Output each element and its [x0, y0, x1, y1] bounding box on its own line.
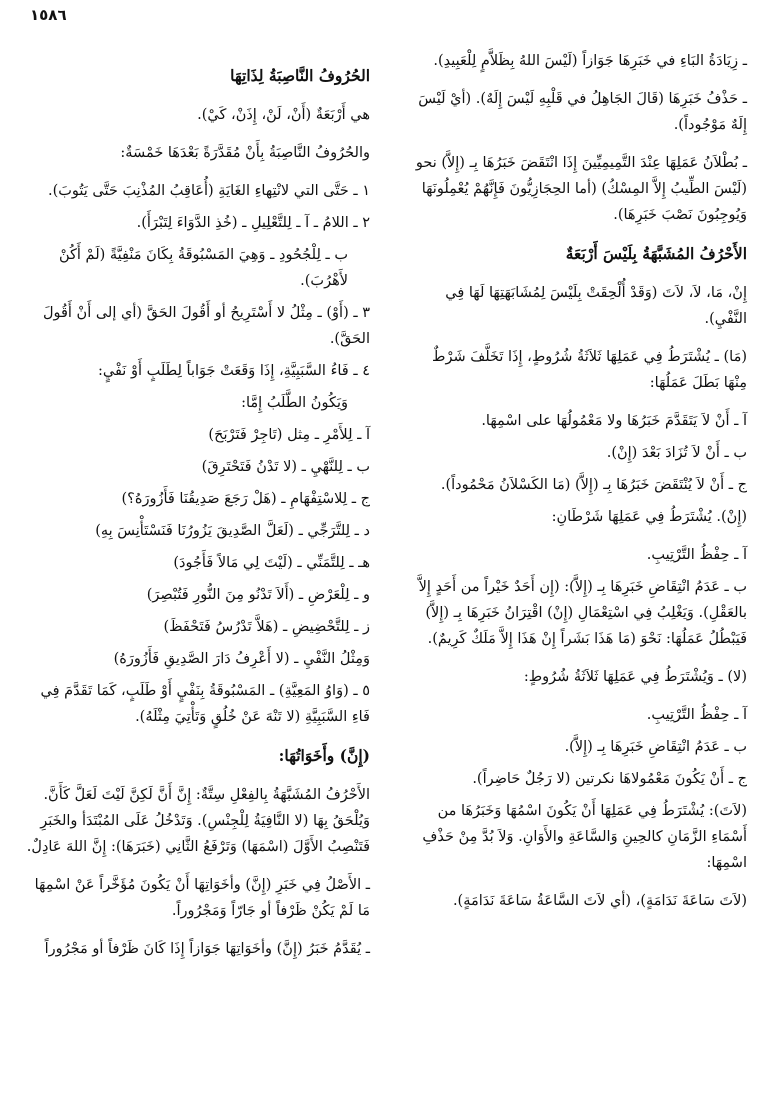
section-heading-inna: (إِنَّ) وأَخَوَاتُهَا:	[278, 746, 370, 765]
paragraph-laysa-butlan: ـ بُطْلاَنُ عَمَلِهَا عِنْدَ التَّمِيمِيِّينَ إِذَا انْتَقَضَ خَبَرُهَا بِـ (إِلاَّ) نحو (لَيْسَ الطِّيبُ إِلاَّ المِسْكُ) (أما الحِجَازِيُّونَ فَإِنَّهُمْ يُعْمِلُونَهَا وَيُوجِبُونَ نَصْبَ خَبَرِهَا).	[415, 155, 747, 223]
left-column	[18, 48, 370, 974]
list-item-waw-maiyya: ٥ ـ (وَاوُ المَعِيَّةِ) ـ المَسْبُوقَةُ بِنَفْيٍ أَوْ طَلَبٍ، كَمَا تَقَدَّمَ فِي فَاءِ السَّبَبِيَّةِ (لا تَنْهَ عَنْ خُلُقٍ وَتَأْتِيَ مِثْلَهُ).	[40, 683, 370, 725]
paragraph-inna-sisters: الأَحْرُفُ المُشَبَّهَةُ بِالفِعْلِ سِتَّةٌ: إِنَّ أَنَّ لَكِنَّ لَيْتَ لَعَلَّ كَأَنَّ. وَيُلْحَقُ بِهَا (لا النَّافِيَةُ لِلْجِنْسِ). وَتَدْخُلُ عَلَى المُبْتَدَأ والخَبَرِ فَتَنْصِبُ الأَوَّلَ (اسْمَهَا) وَتَرْفَعُ الثَّانِي (خَبَرَهَا): إِنَّ اللهَ عَادِلٌ.	[26, 787, 370, 855]
paragraph-in-title: (إِنْ). يُشْتَرَطُ فِي عَمَلِهَا شَرْطَانِ:	[551, 509, 747, 525]
list-item-lam: ٢ ـ اللامُ ـ آ ـ لِلتَّعْلِيلِ ـ (خُذِ الدَّوَاءَ لِتَبْرَأَ).	[136, 215, 370, 231]
list-item-ma-2: ب ـ أَنْ لاَ تُزَادَ بَعْدَ (إِنْ).	[606, 445, 747, 461]
list-item-talab-tarajji: د ـ لِلتَّرَجِّي ـ (لَعَلَّ الصَّدِيقَ يَزُورُنَا فَنَسْتَأْنِسَ بِهِ)	[95, 523, 370, 539]
list-item-ma-1: آ ـ أَنْ لاَ يَتَقَدَّمَ خَبَرُهَا ولا مَعْمُولُهَا على اسْمِهَا.	[481, 413, 747, 429]
list-item-talab-intro: وَيَكُونُ الطَّلَبُ إِمَّا:	[241, 395, 348, 411]
paragraph-ma-title: (مَا) ـ يُشْتَرَطُ فِي عَمَلِهَا ثَلاَثَةُ شُرُوطٍ، إِذَا تَخَلَّفَ شَرْطٌ مِنْهَا بَطَلَ عَمَلُهَا:	[432, 349, 747, 391]
list-item-la-1: آ ـ حِفْظُ التَّرْتِيبِ.	[646, 707, 747, 723]
section-heading-nasiba: الحُرُوفُ النَّاصِبَةُ لِذَاتِهَا	[230, 66, 370, 85]
paragraph-lata-example: (لاَتَ سَاعَةَ نَدَامَةٍ)، (أي لاَتَ السَّاعَةُ سَاعَةَ نَدَامَةٍ).	[452, 893, 747, 909]
right-column	[409, 48, 747, 926]
list-item-in-1: آ ـ حِفْظُ التَّرْتِيبِ.	[646, 547, 747, 563]
paragraph-inna-khabar-order: ـ الأَصْلُ فِي خَبَرِ (إِنَّ) وأخَوَاتِهَا أَنْ يَكُونَ مُؤَخَّراً عَنْ اسْمِهَا مَا لَمْ يَكُنْ ظَرْفاً أو جَارّاً وَمَجْرُوراً.	[34, 877, 370, 919]
paragraph-intro: إِنْ، مَا، لاَ، لاَتَ (وَقَدْ أُلْحِقَتْ بِلَيْسَ لِمُشَابَهَتِهَا لَهَا فِي النَّفْيِ).	[445, 285, 747, 327]
list-item-hatta: ١ ـ حَتَّى التي لانْتِهاءِ الغَايَةِ (أُعَاقِبُ المُذْنِبَ حَتَّى يَتُوبَ).	[47, 183, 370, 199]
paragraph-laysa-ba: ـ زِيَادَةُ البَاءِ في خَبَرِهَا جَوَازاً (لَيْسَ اللهُ بِظَلاَّمٍ لِلْعَبِيدِ).	[433, 53, 747, 69]
page-number: ١٥٨٦	[30, 6, 67, 24]
paragraph-inna-khabar-advance: ـ يُقَدَّمُ خَبَرُ (إِنَّ) وأخَوَاتِهَا جَوَازاً إِذَا كَانَ ظَرْفاً أو مَجْرُوراً	[44, 941, 370, 957]
list-item-talab-tahdid: ز ـ لِلتَّحْضِيضِ ـ (هَلاَّ تَدْرُسُ فَتَحْفَظَ)	[163, 619, 370, 635]
paragraph-nasiba-count: هي أَرْبَعَةٌ (أَنْ، لَنْ، إِذَنْ، كَيْ).	[197, 107, 370, 123]
list-item-la-3: ج ـ أَنْ يَكُونَ مَعْمُولاهَا نكرتين (لا رَجُلٌ حَاضِراً).	[472, 771, 747, 787]
list-item-talab-ard: و ـ لِلْعَرْضِ ـ (أَلاَ تَدْنُو مِنَ النُّورِ فَتُبْصِرَ)	[146, 587, 370, 603]
paragraph-nasiba-an: والحُرُوفُ النَّاصِبَةُ بِأَنْ مُقَدَّرَةً بَعْدَهَا خَمْسَةٌ:	[120, 145, 370, 161]
list-item-nafy: وَمِثْلُ النَّفْيِ ـ (لا أَعْرِفُ دَارَ الصَّدِيقِ فَأَزُورَهُ)	[113, 651, 370, 667]
list-item-talab-tamanni: هـ ـ لِلتَّمَنِّي ـ (لَيْتَ لِي مَالاً فَأَجُودَ)	[173, 555, 370, 571]
list-item-talab-amr: آ ـ لِلأَمْرِ ـ مِثل (تَاجِرْ فَتَرْبَحَ)	[208, 427, 370, 443]
paragraph-laysa-hadhf: ـ حَذْفُ خَبَرِهَا (قَالَ الجَاهِلُ في قَلْبِهِ لَيْسَ إِلَهٌ). (أيْ لَيْسَ إِلَهٌ مَوْجُوداً).	[418, 91, 747, 133]
list-item-lam-juhud: ب ـ لِلْجُحُودِ ـ وَهِيَ المَسْبُوقَةُ بِكَانَ مَنْفِيَّةً (لَمْ أَكُنْ لأَهْرُبَ).	[58, 247, 348, 289]
list-item-talab-istifham: ج ـ لِلاسْتِفْهَامِ ـ (هَلْ رَجَعَ صَدِيقُنَا فَأَزُورَهُ؟)	[121, 491, 370, 507]
list-item-ma-3: ج ـ أَنْ لاَ يُنْتَقَضَ خَبَرُهَا بِـ (إِلاَّ) (مَا الكَسْلاَنُ مَحْمُوداً).	[440, 477, 747, 493]
paragraph-lata: (لاَتَ): يُشْتَرَطُ فِي عَمَلِهَا أَنْ يَكُونَ اسْمُهَا وَخَبَرُهَا من أَسْمَاءِ الزَّمَانِ كالحِينِ وَالسَّاعَةِ والأَوَانِ. وَلاَ بُدَّ مِنْ حَذْفِ اسْمِهَا:	[422, 803, 747, 871]
list-item-in-2: ب ـ عَدَمُ انْتِقَاضِ خَبَرِهَا بِـ (إِلاَّ): (إِن أَحَدٌ خَيْراً من أَحَدٍ إِلاَّ بالعَقْلِ). وَيَغْلِبُ فِي اسْتِعْمَالِ (إِنْ) اقْتِرَانُ خَبَرِهَا بِـ (إِلاَّ) فَيَبْطُلُ عَمَلُهَا: نَحْوَ (مَا هَذَا بَشَراً إِنْ هَذَا إِلاَّ مَلَكٌ كَرِيمٌ).	[418, 579, 747, 647]
list-item-la-2: ب ـ عَدَمُ انْتِقَاضِ خَبَرِهَا بِـ (إِلاَّ).	[564, 739, 747, 755]
list-item-talab-nahy: ب ـ لِلنَّهْيِ ـ (لا تَدْنُ فَتَحْتَرِقَ)	[201, 459, 370, 475]
list-item-aw: ٣ ـ (أَوْ) ـ مِثْلُ لا أَسْتَرِيحُ أو أَقُولَ الحَقَّ (أي إلى أَنْ أَقُولَ الحَقَّ).	[42, 305, 370, 347]
section-heading-laysa-similar: الأَحْرُفُ المُشَبَّهَةُ بِلَيْسَ أَرْبَعَةٌ	[565, 244, 747, 263]
list-item-fa: ٤ ـ فَاءُ السَّبَبِيَّةِ، إِذَا وَقَعَتْ جَوَاباً لِطَلَبٍ أَوْ نَفْيٍ:	[98, 363, 370, 379]
paragraph-la-title: (لا) ـ وَيُشْتَرَطُ فِي عَمَلِهَا ثَلاَثَةُ شُرُوطٍ:	[523, 669, 747, 685]
